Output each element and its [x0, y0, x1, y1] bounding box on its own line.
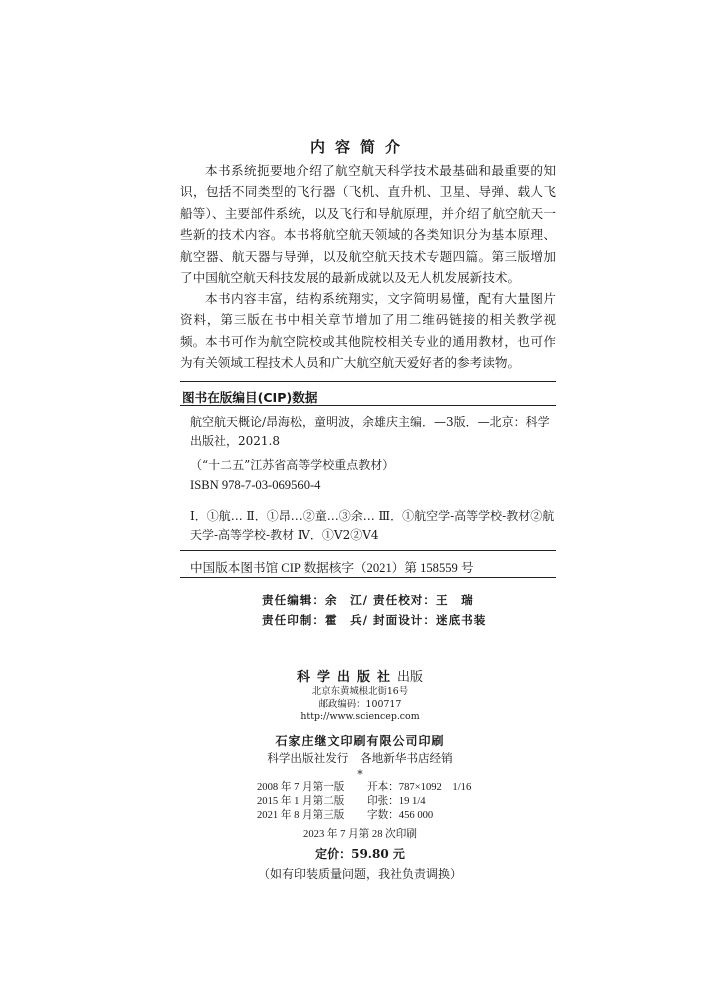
- divider-cip-heading: [180, 405, 556, 406]
- edition-row: [257, 781, 471, 795]
- edition-date: 2015 年 1 月第二版: [257, 796, 345, 807]
- cip-heading: 图书在版编目(CIP)数据: [182, 390, 318, 405]
- edition-date: 2008 年 7 月第一版: [257, 782, 345, 793]
- edition-spec: 开本：787×1092 1/16: [367, 782, 472, 793]
- publisher-address: 北京东黄城根北街16号: [311, 686, 409, 697]
- print-run: 2023 年 7 月第 28 次印刷: [303, 829, 417, 840]
- publisher-website: http://www.sciencep.com: [300, 711, 420, 723]
- printer-line: 石家庄继文印刷有限公司印刷: [275, 734, 445, 748]
- staff-editors: 责任编辑：余 江/ 责任校对：王 瑞: [262, 593, 474, 607]
- price: 定价：59.80 元: [315, 847, 405, 861]
- summary-paragraph-3: 本书可作为航空院校或其他院校相关专业的通用教材，也可作为有关领域工程技术人员和广大航空航天爱好者的参考读物。: [180, 334, 556, 371]
- cip-series: （“十二五”江苏省高等学校重点教材）: [190, 458, 395, 472]
- cip-entry: 航空航天概论/昂海松，童明波，余雄庆主编．—3版．—北京：科学出版社，2021.8: [190, 415, 550, 448]
- summary-title: 内容简介: [309, 138, 410, 156]
- summary-paragraph-2: 本书内容丰富，结构系统翔实，文字简明易懂，配有大量图片资料，第三版在书中相关章节增加了用二维码链接的相关教学视频。: [180, 291, 556, 349]
- publisher-line: [0, 666, 720, 685]
- publisher-suffix: 出版: [397, 670, 424, 685]
- divider-top: [180, 381, 556, 382]
- publisher-name: 科学出版社: [296, 670, 397, 685]
- edition-row: [257, 809, 471, 823]
- summary-paragraph-1: 本书系统扼要地介绍了航空航天科学技术最基础和最重要的知识，包括不同类型的飞行器（飞机、直升机、卫星、导弹、载人飞船等）、主要部件系统，以及飞行和导航原理，并介绍了航空航天一些新的技术内容。本书将航空航天领域的各类知识分为基本原理、航空器、航天器与导弹，以及航空航天技术专题四篇。第三版增加了中国航空航天科技发展的最新成就以及无人机发展新技术。: [180, 163, 556, 286]
- separator-star: *: [357, 768, 363, 781]
- edition-table: [257, 781, 471, 823]
- edition-spec: 字数：456 000: [367, 810, 434, 821]
- edition-row: [257, 795, 471, 809]
- cip-verification: 中国版本图书馆 CIP 数据核字（2021）第 158559 号: [190, 561, 474, 575]
- publisher-contact: [0, 686, 720, 724]
- publisher-postcode: 邮政编码：100717: [318, 698, 402, 710]
- divider-cip-verification: [180, 550, 556, 551]
- divider-bottom: [180, 577, 556, 578]
- edition-date: 2021 年 8 月第三版: [257, 810, 345, 821]
- quality-notice: （如有印装质量问题，我社负责调换）: [257, 867, 462, 881]
- edition-spec: 印张：19 1/4: [367, 796, 426, 807]
- cip-isbn: ISBN 978-7-03-069560-4: [190, 478, 321, 492]
- cip-classification: Ⅰ．①航… Ⅱ．①昂…②童…③余… Ⅲ．①航空学-高等学校-教材②航天学-高等学校-教材 Ⅳ．①V2②V4: [190, 509, 555, 542]
- staff-production: 责任印制：霍 兵/ 封面设计：迷底书装: [262, 613, 487, 627]
- distribution-line: 科学出版社发行 各地新华书店经销: [267, 751, 453, 765]
